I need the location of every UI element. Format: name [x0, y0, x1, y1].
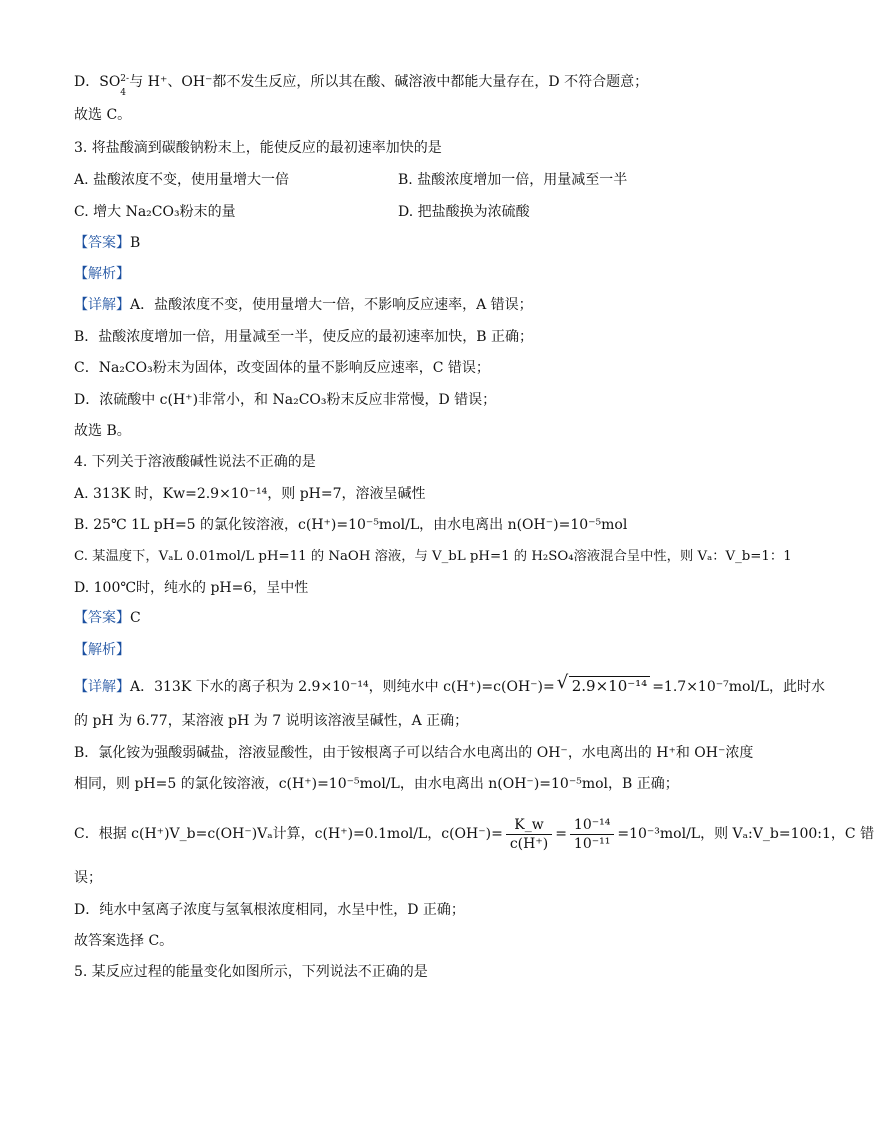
q4-explanation-b: B．氯化铵为强酸弱碱盐，溶液显酸性，由于铵根离子可以结合水电离出的 OH⁻，水电离出的 H⁺和 OH⁻浓度 — [74, 745, 754, 761]
q3-explanation-d: D．浓硫酸中 c(H⁺)非常小，和 Na₂CO₃粉末反应非常慢，D 错误； — [74, 392, 497, 408]
q4-option-a: A. 313K 时，Kw=2.9×10⁻¹⁴，则 pH=7，溶液呈碱性 — [74, 486, 426, 502]
q3-explanation-c: C．Na₂CO₃粉末为固体，改变固体的量不影响反应速率，C 错误； — [74, 360, 490, 376]
q4-explanation-c: C．根据 c(H⁺)V_b=c(OH⁻)Vₐ计算，c(H⁺)=0.1mol/L，c(OH⁻)= $\frac{K\_w}{c(H^+)}$ = $\frac{\text{10⁻¹⁴}}{\text{10⁻¹¹}}$ =10⁻³mol/L，则 Vₐ:V_b=100:1，C 错 — [74, 816, 874, 852]
q3-option-d: D. 把盐酸换为浓硫酸 — [398, 204, 530, 220]
q3-explanation-b: B．盐酸浓度增加一倍，用量减至一半，使反应的最初速率加快，B 正确； — [74, 329, 534, 345]
q3-answer: 【答案】B — [74, 235, 141, 251]
q3-explanation-a: 【详解】A．盐酸浓度不变，使用量增大一倍，不影响反应速率，A 错误； — [74, 297, 533, 313]
q4-explanation-b-cont: 相同，则 pH=5 的氯化铵溶液，c(H⁺)=10⁻⁵mol/L，由水电离出 n(OH⁻)=10⁻⁵mol，B 正确； — [74, 776, 679, 792]
fraction-kw-over-h: $\frac{K\_w}{c(H^+)}$ — [506, 816, 552, 853]
q4-option-d: D. 100℃时，纯水的 pH=6，呈中性 — [74, 580, 309, 596]
q3-conclusion: 故选 B。 — [74, 423, 131, 439]
q4-analysis-tag: 【解析】 — [74, 642, 130, 658]
q2-explanation-d: D．SO 2- 4 与 H⁺、OH⁻都不发生反应，所以其在酸、碱溶液中都能大量存在，D 不符合题意； — [74, 74, 649, 98]
q4-option-b: B. 25℃ 1L pH=5 的氯化铵溶液，c(H⁺)=10⁻⁵mol/L，由水电离出 n(OH⁻)=10⁻⁵mol — [74, 517, 628, 533]
q2-conclusion: 故选 C。 — [74, 107, 132, 123]
q4-explanation-a-cont: 的 pH 为 6.77，某溶液 pH 为 7 说明该溶液呈碱性，A 正确； — [74, 713, 469, 729]
q4-answer: 【答案】C — [74, 610, 141, 626]
q4-explanation-c-cont: 误； — [74, 870, 102, 886]
q4-explanation-d: D．纯水中氢离子浓度与氢氧根浓度相同，水呈中性，D 正确； — [74, 902, 465, 918]
question-4-stem: 4. 下列关于溶液酸碱性说法不正确的是 — [74, 454, 316, 470]
radical-sign-icon: √ — [556, 672, 569, 693]
q3-option-a: A. 盐酸浓度不变，使用量增大一倍 — [74, 172, 290, 188]
answer-tag: 【答案】 — [74, 235, 130, 251]
question-3-stem: 3. 将盐酸滴到碳酸钠粉末上，能使反应的最初速率加快的是 — [74, 140, 442, 156]
question-5-stem: 5. 某反应过程的能量变化如图所示，下列说法不正确的是 — [74, 964, 428, 980]
q3-option-b: B. 盐酸浓度增加一倍，用量减至一半 — [398, 172, 628, 188]
q4-explanation-a: 【详解】A．313K 下水的离子积为 2.9×10⁻¹⁴，则纯水中 c(H⁺)=c(OH⁻)= √ 2.9×10⁻¹⁴ =1.7×10⁻⁷mol/L，此时水 — [74, 672, 825, 695]
q3-analysis-tag: 【解析】 — [74, 266, 130, 282]
square-root: √ 2.9×10⁻¹⁴ — [557, 676, 650, 697]
fraction-powers: $\frac{\text{10⁻¹⁴}}{\text{10⁻¹¹}}$ — [570, 816, 614, 853]
q3-option-c: C. 增大 Na₂CO₃粉末的量 — [74, 204, 236, 220]
q4-conclusion: 故答案选择 C。 — [74, 933, 174, 949]
q4-option-c: C. 某温度下，VₐL 0.01mol/L pH=11 的 NaOH 溶液，与 V_bL pH=1 的 H₂SO₄溶液混合呈中性，则 Vₐ：V_b=1：1 — [74, 549, 792, 564]
